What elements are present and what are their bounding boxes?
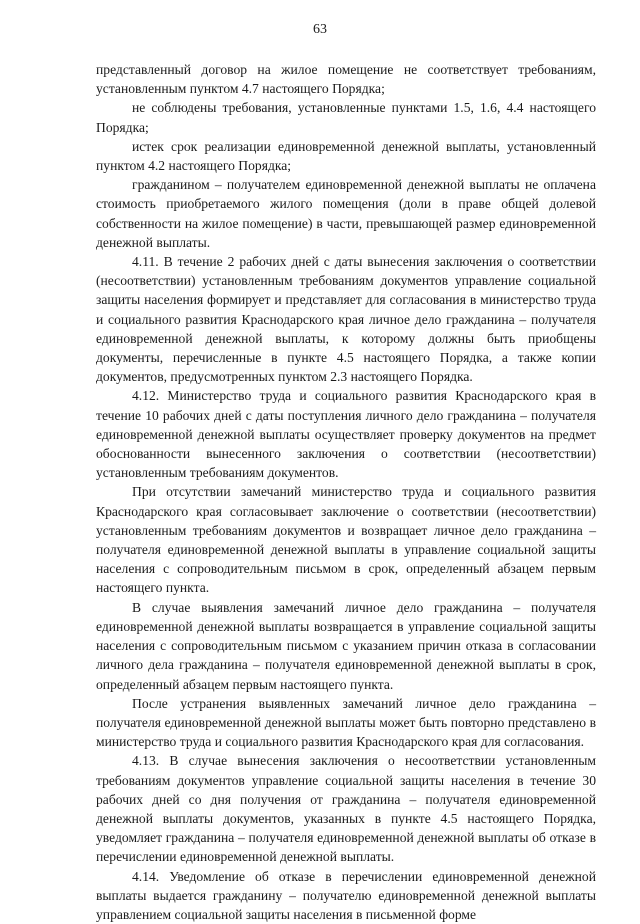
paragraph: При отсутствии замечаний министерство труда и социального развития Краснодарского края согласовывает заключение о соответствии (несоответствии) установленным требованиям документов и возвращает личное дело гражданина – получателя единовременной денежной выплаты в управление социальной защиты населения с сопроводительным письмом в срок, определенный абзацем первым настоящего пункта. bbox=[96, 484, 596, 596]
paragraph: представленный договор на жилое помещение не соответствует требованиям, установленным пунктом 4.7 настоящего Порядка; bbox=[96, 62, 596, 97]
paragraph: После устранения выявленных замечаний личное дело гражданина – получателя единовременной денежной выплаты может быть повторно представлено в министерство труда и социального развития Краснодарского края для согласования. bbox=[96, 695, 596, 750]
paragraph-4-13: 4.13. В случае вынесения заключения о несоответствии установленным требованиям документов управление социальной защиты населения в течение 30 рабочих дней со дня получения от гражданина – получателя единовременной денежной выплаты документов, указанных в пункте 4.5 настоящего Порядка, уведомляет гражданина – получателя единовременной денежной выплаты об отказе в перечислении единовременной денежной выплаты. bbox=[96, 753, 596, 865]
paragraph-4-11: 4.11. В течение 2 рабочих дней с даты вынесения заключения о соответствии (несоответствии) установленным требованиям документов управление социальной защиты населения формирует и представляет для согласования в министерство труда и социального развития Краснодарского края личное дело гражданина – получателя единовременной денежной выплаты, к которому должны быть приобщены документы, перечисленные в пункте 4.5 настоящего Порядка, а также копии документов, предусмотренных пунктом 2.3 настоящего Порядка. bbox=[96, 254, 596, 385]
paragraph-4-14: 4.14. Уведомление об отказе в перечислении единовременной денежной выплаты выдается гражданину – получателю единовременной денежной выплаты управлением социальной защиты населения в письменной форме bbox=[96, 868, 596, 922]
paragraph: не соблюдены требования, установленные пунктами 1.5, 1.6, 4.4 настоящего Порядка; bbox=[96, 100, 596, 135]
paragraph: гражданином – получателем единовременной денежной выплаты не оплачена стоимость приобретаемого жилого помещения (доли в праве общей долевой собственности на жилое помещение) в части, превышающей размер единовременной денежной выплаты. bbox=[96, 177, 596, 250]
paragraph: В случае выявления замечаний личное дело гражданина – получателя единовременной денежной выплаты возвращается в управление социальной защиты населения с сопроводительным письмом с указанием причин отказа в согласовании личного дела гражданина – получателя единовременной денежной выплаты в срок, определенный абзацем первым настоящего пункта. bbox=[96, 599, 596, 692]
document-body bbox=[96, 60, 596, 924]
page-number: 63 bbox=[313, 22, 327, 37]
paragraph-4-12: 4.12. Министерство труда и социального развития Краснодарского края в течение 10 рабочих дней с даты поступления личного дело гражданина – получателя единовременной денежной выплаты осуществляет проверку документов на предмет обоснованности вынесенного заключения о соответствии (несоответствии) установленным требованиям документов. bbox=[96, 388, 596, 481]
paragraph: истек срок реализации единовременной денежной выплаты, установленный пунктом 4.2 настоящего Порядка; bbox=[96, 138, 596, 174]
